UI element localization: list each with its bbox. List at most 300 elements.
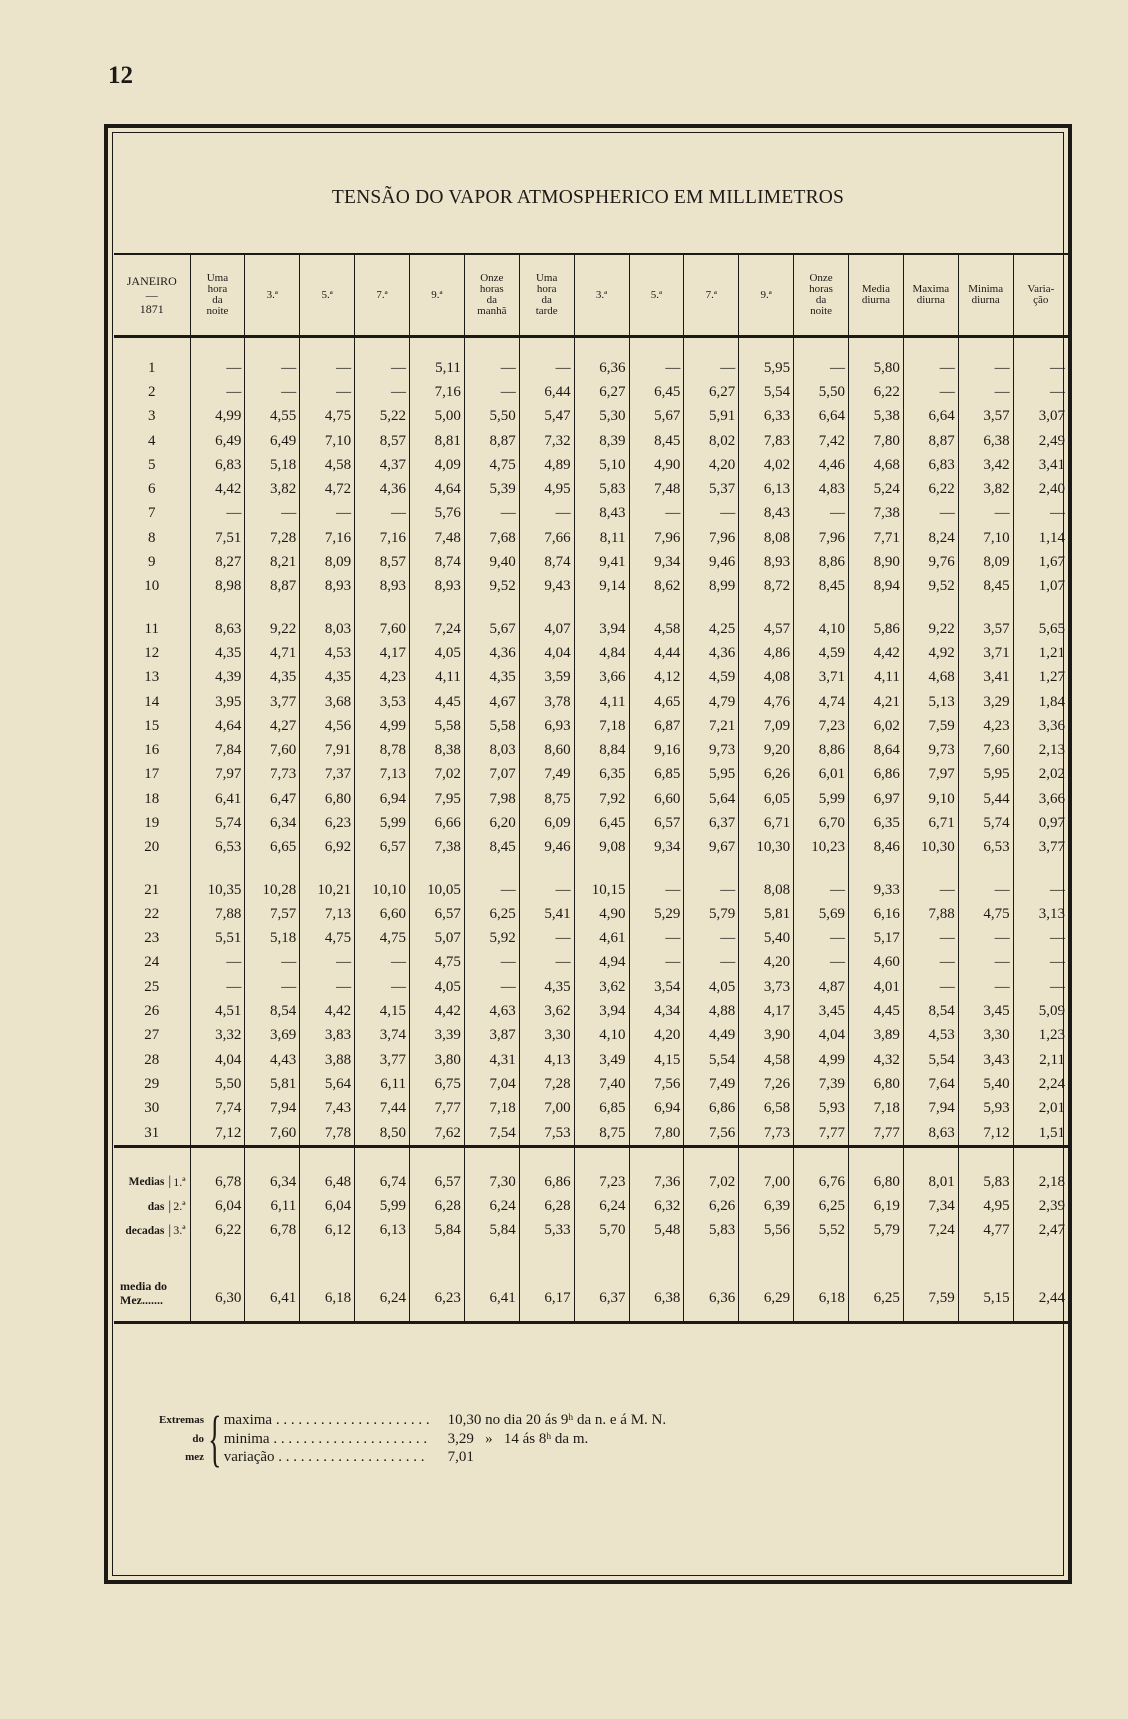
table-row (114, 975, 1068, 999)
value-cell: 7,18 (849, 1097, 904, 1121)
value-cell: 3,83 (300, 1024, 355, 1048)
value-cell: — (245, 951, 300, 975)
value-cell: 4,36 (684, 641, 739, 665)
value-cell: — (464, 502, 519, 526)
value-cell: 6,22 (849, 380, 904, 404)
decade-label-cell (114, 1219, 190, 1243)
table-row (114, 811, 1068, 835)
value-cell: 8,09 (300, 550, 355, 574)
value-cell: 6,66 (410, 811, 465, 835)
value-cell: 4,37 (355, 453, 410, 477)
divider-cell (355, 1147, 410, 1157)
divider-cell (410, 1147, 465, 1157)
value-cell: 5,48 (629, 1219, 684, 1243)
value-cell: 9,52 (903, 575, 958, 599)
value-cell: 6,75 (410, 1072, 465, 1096)
value-cell: 8,72 (739, 575, 794, 599)
table-row (114, 999, 1068, 1023)
value-cell: 9,46 (684, 550, 739, 574)
value-cell: — (1013, 975, 1068, 999)
value-cell: 7,59 (903, 714, 958, 738)
day-cell: 29 (144, 1075, 160, 1092)
decade-mean-row (114, 1195, 1068, 1219)
value-cell: 5,65 (1013, 599, 1068, 641)
value-cell: 7,26 (739, 1072, 794, 1096)
value-cell: 6,11 (355, 1072, 410, 1096)
value-cell: 6,57 (410, 902, 465, 926)
value-cell: 4,36 (464, 641, 519, 665)
value-cell: 6,86 (519, 1156, 574, 1194)
value-cell: 7,36 (629, 1156, 684, 1194)
value-cell: 5,00 (410, 405, 465, 429)
divider-cell (739, 1307, 794, 1323)
value-cell: — (958, 337, 1013, 381)
value-cell: 3,53 (355, 690, 410, 714)
value-cell: 7,88 (903, 902, 958, 926)
value-cell: 5,80 (849, 337, 904, 381)
value-cell: — (355, 337, 410, 381)
divider-cell (464, 1147, 519, 1157)
value-cell: 7,32 (519, 429, 574, 453)
value-cell: 5,50 (794, 380, 849, 404)
value-cell: 4,10 (794, 599, 849, 641)
value-cell: 5,56 (739, 1219, 794, 1243)
day-cell: 25 (144, 978, 160, 995)
value-cell: 1,23 (1013, 1024, 1068, 1048)
value-cell: 5,95 (958, 763, 1013, 787)
table-row (114, 836, 1068, 860)
value-cell: 6,78 (245, 1219, 300, 1243)
value-cell: 5,51 (190, 927, 245, 951)
value-cell: 7,83 (739, 429, 794, 453)
day-cell: 13 (144, 669, 160, 686)
divider-cell (629, 1307, 684, 1323)
value-cell: 4,20 (684, 453, 739, 477)
table-row (114, 502, 1068, 526)
page-number: 12 (108, 62, 133, 89)
value-cell: — (684, 951, 739, 975)
value-cell: 7,28 (519, 1072, 574, 1096)
value-cell: 4,02 (739, 453, 794, 477)
day-cell: 30 (144, 1100, 160, 1117)
day-cell: 28 (144, 1051, 160, 1068)
value-cell: 8,02 (684, 429, 739, 453)
value-cell: — (464, 337, 519, 381)
value-cell: 7,38 (849, 502, 904, 526)
value-cell: 5,15 (958, 1243, 1013, 1307)
value-cell: 4,11 (574, 690, 629, 714)
value-cell: 6,33 (739, 405, 794, 429)
value-cell: 4,59 (794, 641, 849, 665)
value-cell: 3,89 (849, 1024, 904, 1048)
day-cell: 19 (144, 814, 160, 831)
value-cell: 5,33 (519, 1219, 574, 1243)
value-cell: — (629, 860, 684, 902)
value-cell: 8,84 (574, 738, 629, 762)
value-cell: 2,49 (1013, 429, 1068, 453)
value-cell: — (958, 951, 1013, 975)
value-cell: 7,02 (410, 763, 465, 787)
value-cell: 6,27 (684, 380, 739, 404)
value-cell: 8,57 (355, 429, 410, 453)
decade-number: 3.ª (173, 1223, 186, 1238)
value-cell: — (958, 502, 1013, 526)
value-cell: 7,60 (245, 1121, 300, 1147)
value-cell: 7,97 (903, 763, 958, 787)
value-cell: 6,12 (300, 1219, 355, 1243)
value-cell: 5,79 (849, 1219, 904, 1243)
value-cell: 6,76 (794, 1156, 849, 1194)
value-cell: 2,24 (1013, 1072, 1068, 1096)
value-cell: — (355, 975, 410, 999)
value-cell: 4,10 (574, 1024, 629, 1048)
value-cell: 8,08 (739, 860, 794, 902)
value-cell: 2,01 (1013, 1097, 1068, 1121)
decade-mean-row (114, 1156, 1068, 1194)
value-cell: 8,87 (245, 575, 300, 599)
value-cell: 7,80 (629, 1121, 684, 1147)
value-cell: 7,23 (794, 714, 849, 738)
table-row (114, 860, 1068, 902)
value-cell: 3,94 (574, 599, 629, 641)
value-cell: 10,10 (355, 860, 410, 902)
value-cell: 4,32 (849, 1048, 904, 1072)
value-cell: 7,56 (629, 1072, 684, 1096)
header-row (114, 254, 1068, 337)
value-cell: 6,74 (355, 1156, 410, 1194)
value-cell: 3,71 (958, 641, 1013, 665)
value-cell: 6,16 (849, 902, 904, 926)
value-cell: — (1013, 380, 1068, 404)
value-cell: — (245, 502, 300, 526)
value-cell: 4,39 (190, 666, 245, 690)
value-cell: 7,18 (464, 1097, 519, 1121)
value-cell: 4,72 (300, 477, 355, 501)
value-cell: 6,57 (410, 1156, 465, 1194)
day-cell: 9 (148, 554, 156, 571)
medias-label: das (147, 1200, 165, 1213)
extreme-name-var: variação . . . . . . . . . . . . . . . . . . . . (223, 1449, 425, 1465)
divider-cell (245, 1147, 300, 1157)
value-cell: 8,03 (300, 599, 355, 641)
table-row (114, 1024, 1068, 1048)
value-cell: 3,62 (574, 975, 629, 999)
value-cell: — (903, 337, 958, 381)
medias-label: Medias (128, 1176, 165, 1189)
decade-mean-row (114, 1219, 1068, 1243)
value-cell: 9,67 (684, 836, 739, 860)
value-cell: — (245, 337, 300, 381)
value-cell: 10,21 (300, 860, 355, 902)
value-cell: 6,29 (739, 1243, 794, 1307)
value-cell: 6,83 (190, 453, 245, 477)
value-cell: 4,04 (794, 1024, 849, 1048)
value-cell: 3,69 (245, 1024, 300, 1048)
divider-cell (849, 1307, 904, 1323)
value-cell: 8,50 (355, 1121, 410, 1147)
value-cell: 7,56 (684, 1121, 739, 1147)
value-cell: 7,21 (684, 714, 739, 738)
divider-cell (849, 1147, 904, 1157)
divider-cell (574, 1307, 629, 1323)
value-cell: — (903, 502, 958, 526)
value-cell: 6,26 (739, 763, 794, 787)
value-cell: — (245, 975, 300, 999)
month-header: JANEIRO — 1871 (114, 254, 190, 337)
value-cell: 6,41 (245, 1243, 300, 1307)
divider-cell (684, 1307, 739, 1323)
value-cell: 5,83 (574, 477, 629, 501)
value-cell: 6,36 (574, 337, 629, 381)
value-cell: 3,82 (958, 477, 1013, 501)
value-cell: 8,75 (519, 787, 574, 811)
value-cell: 5,99 (355, 811, 410, 835)
value-cell: 7,77 (410, 1097, 465, 1121)
value-cell: 4,88 (684, 999, 739, 1023)
value-cell: 6,11 (245, 1195, 300, 1219)
value-cell: 6,44 (519, 380, 574, 404)
month-mean-label-cell (114, 1243, 190, 1307)
value-cell: 4,15 (629, 1048, 684, 1072)
value-cell: 4,75 (464, 453, 519, 477)
day-cell: 31 (144, 1124, 160, 1141)
value-cell: 5,83 (958, 1156, 1013, 1194)
value-cell: 6,93 (519, 714, 574, 738)
divider-cell (903, 1147, 958, 1157)
value-cell: 6,27 (574, 380, 629, 404)
value-cell: 7,48 (629, 477, 684, 501)
value-cell: 1,21 (1013, 641, 1068, 665)
value-cell: 4,20 (629, 1024, 684, 1048)
value-cell: 6,86 (849, 763, 904, 787)
value-cell: 4,60 (849, 951, 904, 975)
month-mean-row (114, 1243, 1068, 1307)
value-cell: 7,24 (903, 1219, 958, 1243)
value-cell: 6,30 (190, 1243, 245, 1307)
extreme-value-max: 10,30 no dia 20 ás 9ʰ da n. e á M. N. (447, 1412, 667, 1428)
day-cell: 27 (144, 1027, 160, 1044)
value-cell: 6,64 (794, 405, 849, 429)
value-cell: 4,13 (519, 1048, 574, 1072)
value-cell: 9,76 (903, 550, 958, 574)
brace-icon: | (168, 1198, 172, 1214)
table-body (114, 337, 1068, 1323)
value-cell: 8,78 (355, 738, 410, 762)
value-cell: 5,95 (739, 337, 794, 381)
value-cell: 8,98 (190, 575, 245, 599)
value-cell: 6,80 (849, 1156, 904, 1194)
value-cell: 7,12 (958, 1121, 1013, 1147)
value-cell: 4,05 (410, 975, 465, 999)
value-cell: 7,44 (355, 1097, 410, 1121)
value-cell: — (355, 380, 410, 404)
value-cell: 4,42 (190, 477, 245, 501)
value-cell: 9,52 (464, 575, 519, 599)
value-cell: — (190, 337, 245, 381)
value-cell: 7,80 (849, 429, 904, 453)
value-cell: 5,11 (410, 337, 465, 381)
day-cell: 24 (144, 954, 160, 971)
brace-icon: { (208, 1405, 222, 1473)
value-cell: 1,14 (1013, 526, 1068, 550)
value-cell: 6,41 (190, 787, 245, 811)
value-cell: 7,49 (519, 763, 574, 787)
column-header: Varia- ção (1013, 254, 1068, 337)
value-cell: 4,63 (464, 999, 519, 1023)
value-cell: — (519, 860, 574, 902)
day-cell: 21 (144, 881, 160, 898)
value-cell: 4,07 (519, 599, 574, 641)
column-header: 3.ª (245, 254, 300, 337)
value-cell: 8,57 (355, 550, 410, 574)
value-cell: 5,70 (574, 1219, 629, 1243)
value-cell: 4,51 (190, 999, 245, 1023)
value-cell: 4,42 (410, 999, 465, 1023)
value-cell: 4,71 (245, 641, 300, 665)
value-cell: 6,25 (849, 1243, 904, 1307)
extreme-name-min: minima . . . . . . . . . . . . . . . . . . . . . (223, 1430, 428, 1447)
value-cell: 4,11 (410, 666, 465, 690)
value-cell: 6,83 (903, 453, 958, 477)
value-cell: 9,41 (574, 550, 629, 574)
value-cell: 3,77 (245, 690, 300, 714)
value-cell: 4,05 (410, 641, 465, 665)
value-cell: 3,66 (574, 666, 629, 690)
value-cell: 4,68 (849, 453, 904, 477)
value-cell: 2,02 (1013, 763, 1068, 787)
value-cell: 7,16 (300, 526, 355, 550)
value-cell: 6,34 (245, 1156, 300, 1194)
value-cell: 6,58 (739, 1097, 794, 1121)
value-cell: 4,64 (190, 714, 245, 738)
value-cell: 7,96 (629, 526, 684, 550)
value-cell: 6,28 (519, 1195, 574, 1219)
value-cell: 7,30 (464, 1156, 519, 1194)
value-cell: 1,07 (1013, 575, 1068, 599)
value-cell: 7,68 (464, 526, 519, 550)
value-cell: — (958, 380, 1013, 404)
divider-cell (1013, 1147, 1068, 1157)
value-cell: 5,10 (574, 453, 629, 477)
value-cell: 10,30 (739, 836, 794, 860)
value-cell: 3,54 (629, 975, 684, 999)
value-cell: 9,16 (629, 738, 684, 762)
value-cell: 4,56 (300, 714, 355, 738)
value-cell: 6,64 (903, 405, 958, 429)
value-cell: 4,90 (629, 453, 684, 477)
day-cell: 2 (148, 383, 156, 400)
value-cell: 8,93 (410, 575, 465, 599)
value-cell: 4,58 (300, 453, 355, 477)
divider-cell (464, 1307, 519, 1323)
value-cell: 5,13 (903, 690, 958, 714)
value-cell: 8,46 (849, 836, 904, 860)
value-cell: 3,41 (1013, 453, 1068, 477)
divider-cell (1013, 1307, 1068, 1323)
value-cell: 2,39 (1013, 1195, 1068, 1219)
value-cell: 8,74 (410, 550, 465, 574)
value-cell: 8,11 (574, 526, 629, 550)
value-cell: 6,57 (355, 836, 410, 860)
table-row (114, 526, 1068, 550)
value-cell: 3,71 (794, 666, 849, 690)
value-cell: 6,18 (300, 1243, 355, 1307)
value-cell: 4,79 (684, 690, 739, 714)
value-cell: 9,20 (739, 738, 794, 762)
value-cell: 6,45 (629, 380, 684, 404)
value-cell: — (629, 502, 684, 526)
value-cell: 4,05 (684, 975, 739, 999)
day-cell: 5 (148, 456, 156, 473)
column-header: 9.ª (410, 254, 465, 337)
value-cell: 6,85 (629, 763, 684, 787)
value-cell: 10,35 (190, 860, 245, 902)
value-cell: 9,73 (684, 738, 739, 762)
value-cell: — (1013, 860, 1068, 902)
value-cell: 5,86 (849, 599, 904, 641)
column-header: 7.ª (684, 254, 739, 337)
value-cell: 7,96 (684, 526, 739, 550)
value-cell: 8,86 (794, 550, 849, 574)
value-cell: 3,13 (1013, 902, 1068, 926)
divider-cell (355, 1307, 410, 1323)
value-cell: 6,34 (245, 811, 300, 835)
value-cell: 4,61 (574, 927, 629, 951)
value-cell: 3,74 (355, 1024, 410, 1048)
value-cell: — (300, 380, 355, 404)
value-cell: 3,88 (300, 1048, 355, 1072)
value-cell: 4,31 (464, 1048, 519, 1072)
value-cell: 4,57 (739, 599, 794, 641)
value-cell: 2,47 (1013, 1219, 1068, 1243)
value-cell: 6,92 (300, 836, 355, 860)
value-cell: 7,00 (739, 1156, 794, 1194)
day-cell: 4 (148, 432, 156, 449)
value-cell: 6,09 (519, 811, 574, 835)
day-cell: 3 (148, 408, 156, 425)
value-cell: 5,37 (684, 477, 739, 501)
value-cell: 3,77 (1013, 836, 1068, 860)
value-cell: — (190, 502, 245, 526)
divider-cell (739, 1147, 794, 1157)
value-cell: 5,41 (519, 902, 574, 926)
value-cell: 5,99 (355, 1195, 410, 1219)
column-header: 5.ª (300, 254, 355, 337)
value-cell: 4,21 (849, 690, 904, 714)
value-cell: 8,93 (300, 575, 355, 599)
value-cell: 4,95 (519, 477, 574, 501)
value-cell: 3,42 (958, 453, 1013, 477)
value-cell: 5,58 (410, 714, 465, 738)
value-cell: 5,67 (629, 405, 684, 429)
value-cell: 7,98 (464, 787, 519, 811)
divider-cell (684, 1147, 739, 1157)
value-cell: 4,45 (849, 999, 904, 1023)
value-cell: 6,47 (245, 787, 300, 811)
divider-cell (300, 1147, 355, 1157)
value-cell: 7,95 (410, 787, 465, 811)
day-cell: 26 (144, 1003, 160, 1020)
table-row (114, 666, 1068, 690)
value-cell: 9,34 (629, 550, 684, 574)
value-cell: 4,08 (739, 666, 794, 690)
value-cell: 8,01 (903, 1156, 958, 1194)
divider-cell (958, 1307, 1013, 1323)
value-cell: 4,99 (190, 405, 245, 429)
month-mean-label: media do Mez....... (120, 1279, 168, 1308)
value-cell: 4,84 (574, 641, 629, 665)
value-cell: 9,40 (464, 550, 519, 574)
